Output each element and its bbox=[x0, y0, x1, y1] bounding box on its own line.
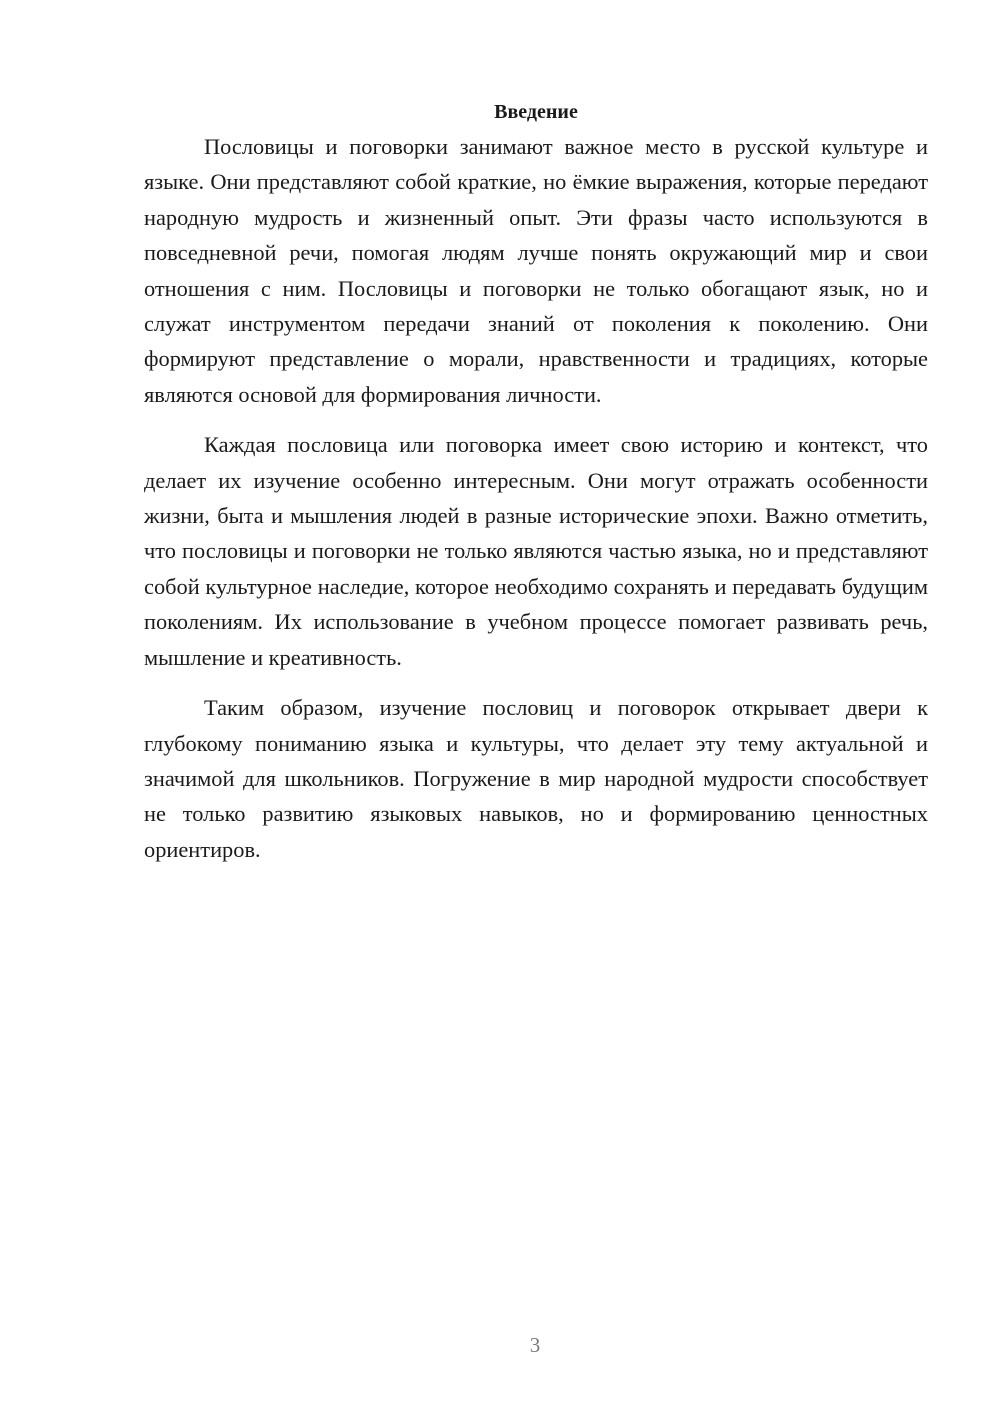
page-content bbox=[144, 95, 928, 867]
paragraph-3: Таким образом, изучение пословиц и поговорок открывает двери к глубокому пониманию языка и культуры, что делает эту тему актуальной и значимой для школьников. Погружение в мир народной мудрости способствует не только развитию языковых навыков, но и формированию ценностных ориентиров. bbox=[144, 695, 928, 862]
paragraph-1: Пословицы и поговорки занимают важное место в русской культуре и языке. Они представляют собой краткие, но ёмкие выражения, которые передают народную мудрость и жизненный опыт. Эти фразы часто используются в повседневной речи, помогая людям лучше понять окружающий мир и свои отношения с ним. Пословицы и поговорки не только обогащают язык, но и служат инструментом передачи знаний от поколения к поколению. Они формируют представление о морали, нравственности и традициях, которые являются основой для формирования личности. bbox=[144, 134, 928, 407]
page-number: 3 bbox=[529, 1333, 541, 1357]
section-heading: Введение bbox=[494, 101, 578, 123]
paragraph-2: Каждая пословица или поговорка имеет свою историю и контекст, что делает их изучение особенно интересным. Они могут отражать особенности жизни, быта и мышления людей в разные исторические эпохи. Важно отметить, что пословицы и поговорки не только являются частью языка, но и представляют собой культурное наследие, которое необходимо сохранять и передавать будущим поколениям. Их использование в учебном процессе помогает развивать речь, мышление и креативность. bbox=[144, 432, 928, 670]
